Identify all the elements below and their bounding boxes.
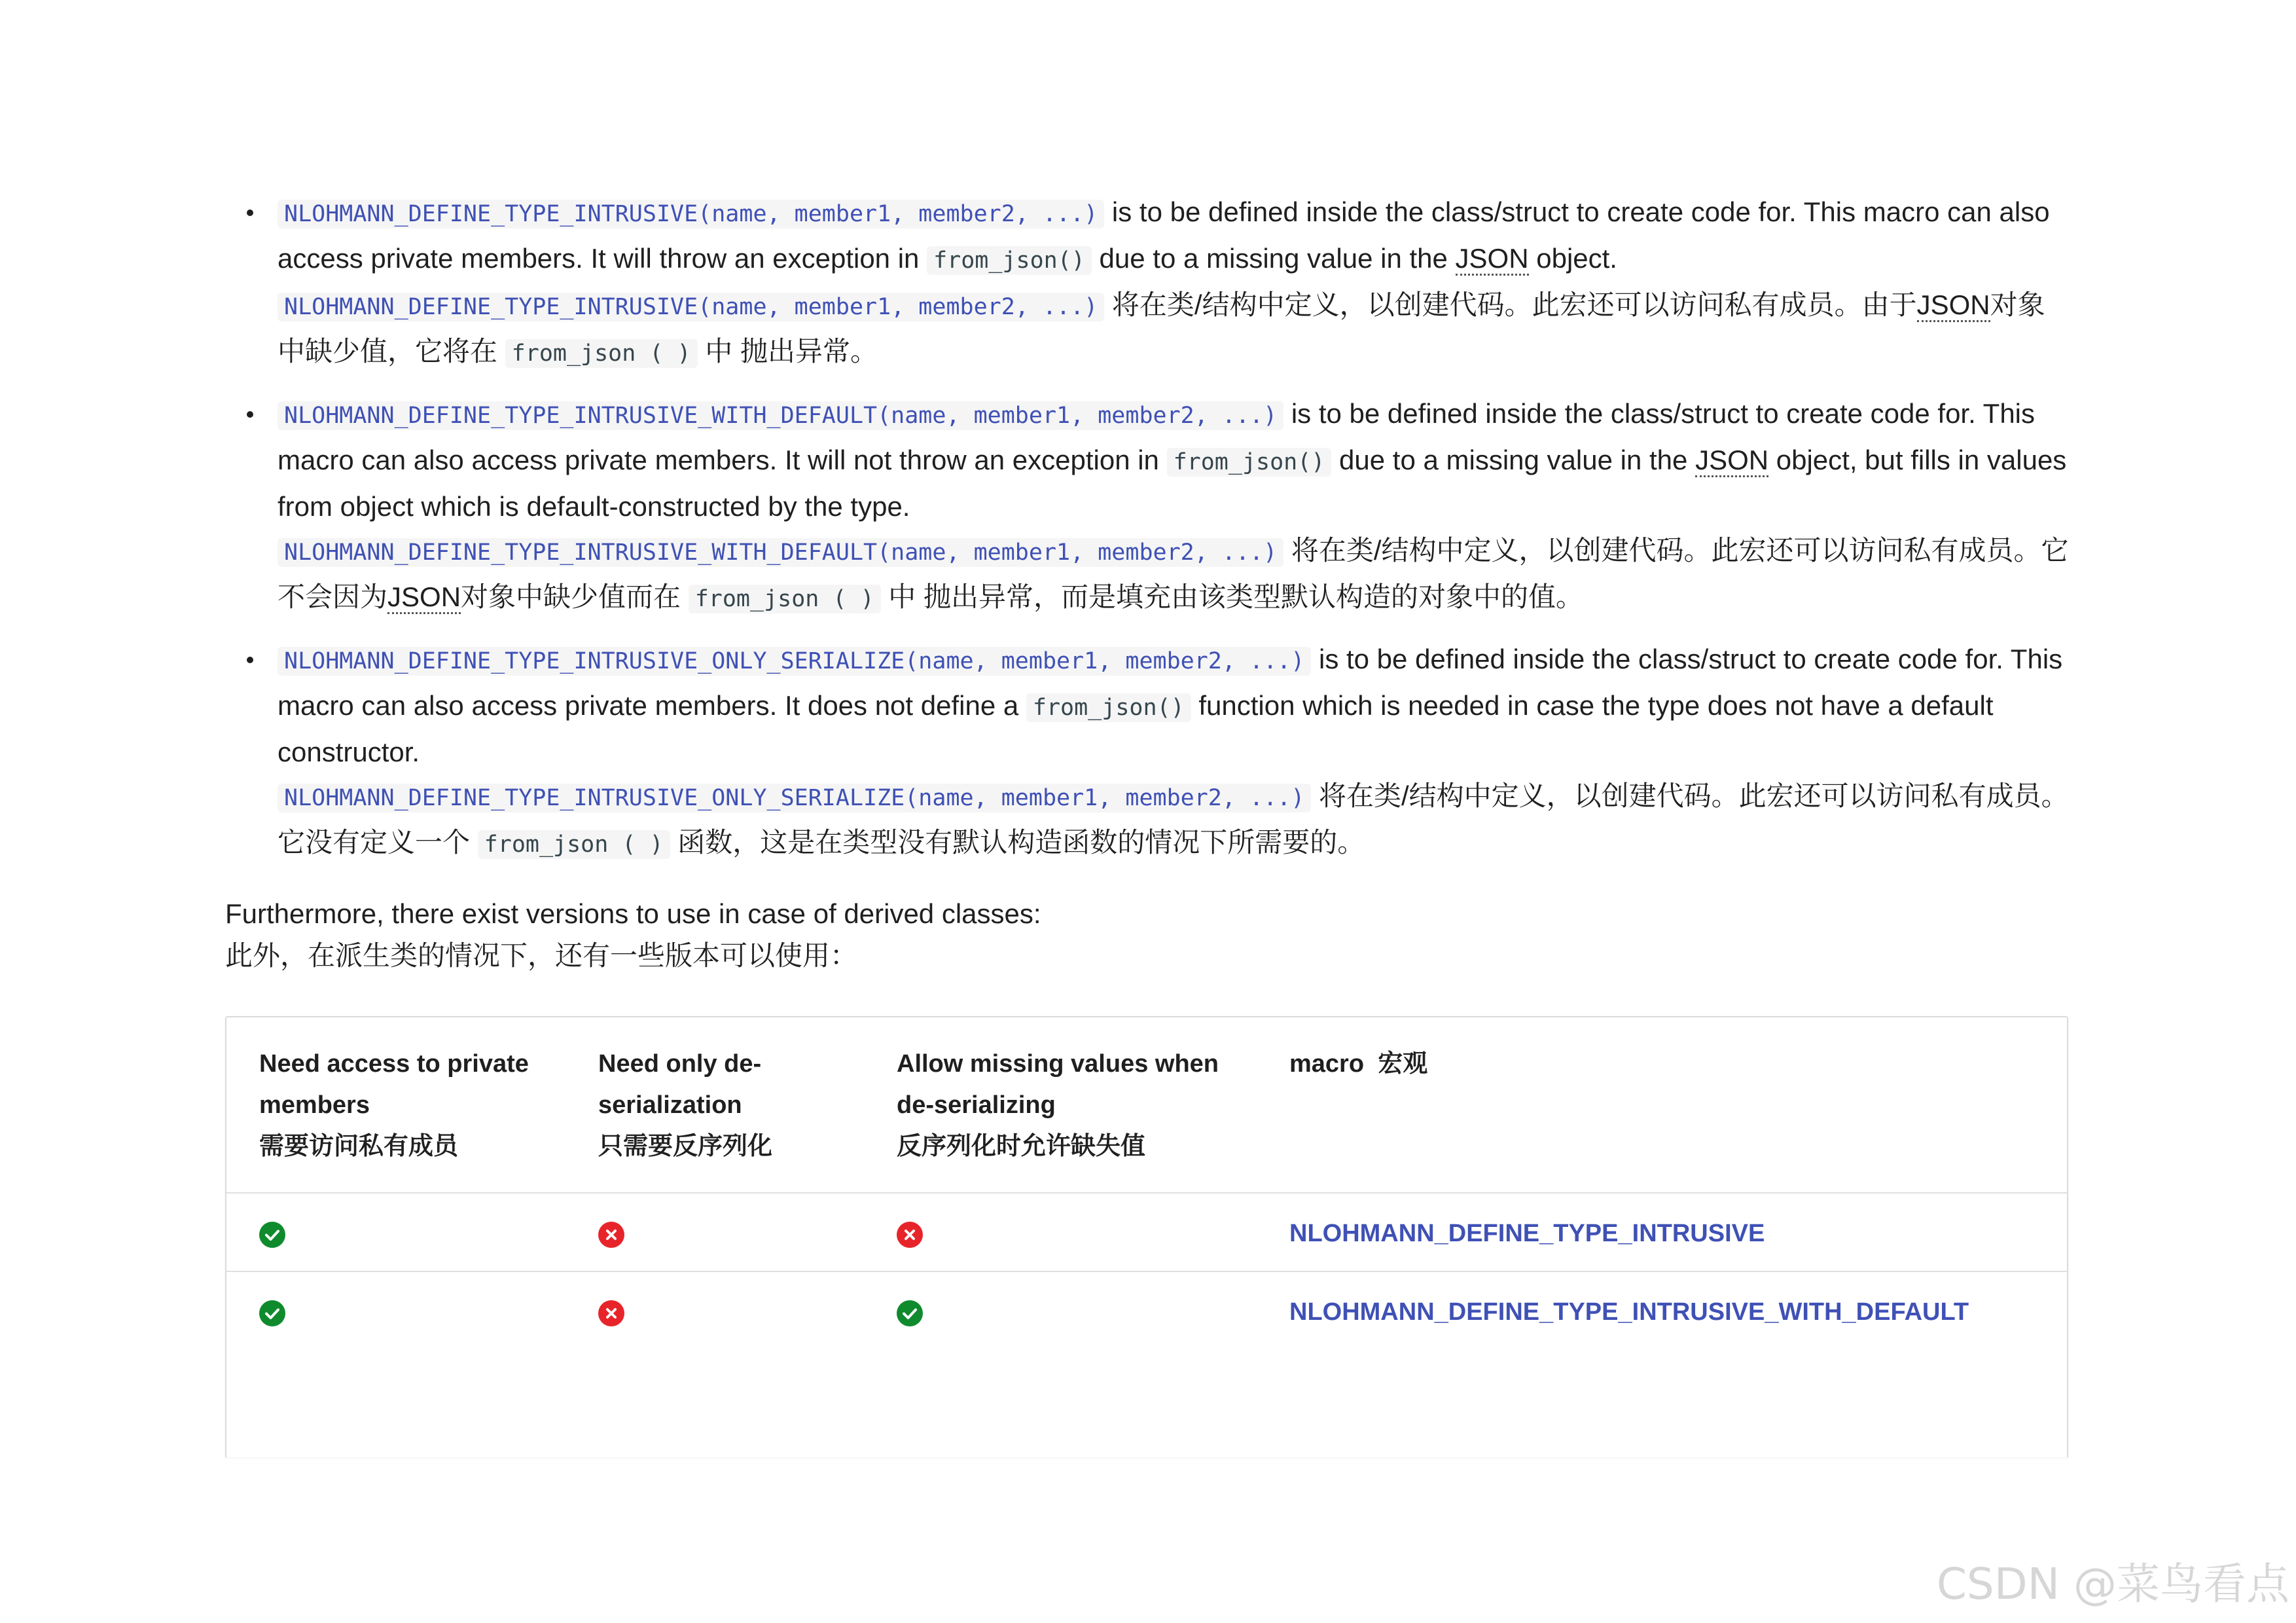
intro-en: Furthermore, there exist versions to use in case of derived classes:	[225, 898, 1041, 929]
header-deserialize-only: Need only de-serialization 只需要反序列化	[565, 1017, 864, 1193]
macro-code: NLOHMANN_DEFINE_TYPE_INTRUSIVE_WITH_DEFAULT(name, member1, member2, ...)	[278, 401, 1283, 430]
macro-table-container	[225, 1016, 2068, 1457]
macro-link[interactable]: NLOHMANN_DEFINE_TYPE_INTRUSIVE	[1289, 1220, 1765, 1247]
json-abbr[interactable]: JSON	[1456, 243, 1529, 276]
inline-code: from_json()	[1167, 448, 1332, 477]
cross-circle-icon	[598, 1300, 624, 1326]
json-abbr[interactable]: JSON	[1695, 445, 1768, 477]
inline-code: from_json ( )	[505, 339, 698, 368]
macro-code: NLOHMANN_DEFINE_TYPE_INTRUSIVE(name, member1, member2, ...)	[278, 293, 1104, 321]
watermark: CSDN @菜鸟看点	[1936, 1559, 2289, 1609]
header-private-access: Need access to private members 需要访问私有成员	[226, 1017, 565, 1193]
check-circle-icon	[897, 1300, 923, 1326]
doc-content	[225, 190, 2071, 1457]
cross-circle-icon	[598, 1222, 624, 1248]
check-circle-icon	[259, 1300, 285, 1326]
bullet-zh-text: NLOHMANN_DEFINE_TYPE_INTRUSIVE_ONLY_SERIALIZE(name, member1, member2, ...) 将在类/结构中定义，以创建代码。此宏还可以访问私有成员。它没有定义一个 from_json ( ) 函数，这是在类型没有默认构造函数的情况下所需要的。	[278, 780, 2069, 858]
json-abbr[interactable]: JSON	[387, 581, 461, 614]
table-row	[226, 1271, 2067, 1349]
table-row	[226, 1193, 2067, 1271]
macro-code: NLOHMANN_DEFINE_TYPE_INTRUSIVE(name, member1, member2, ...)	[278, 200, 1104, 228]
list-item	[225, 190, 2071, 376]
header-macro: macro 宏观	[1257, 1017, 2067, 1193]
bullet-en-text: NLOHMANN_DEFINE_TYPE_INTRUSIVE_ONLY_SERIALIZE(name, member1, member2, ...) is to be defined inside the class/struct to create code for. This macro can also access private members. It does not define a from_json() function which is needed in case the type does not have a default constructor.	[278, 644, 2063, 767]
macro-code: NLOHMANN_DEFINE_TYPE_INTRUSIVE_ONLY_SERIALIZE(name, member1, member2, ...)	[278, 784, 1311, 812]
inline-code: from_json()	[1026, 693, 1191, 722]
macro-list	[225, 190, 2071, 867]
table-header-row	[226, 1017, 2067, 1193]
bullet-zh-text: NLOHMANN_DEFINE_TYPE_INTRUSIVE(name, member1, member2, ...) 将在类/结构中定义，以创建代码。此宏还可以访问私有成员。由于JSON对象中缺少值，它将在 from_json ( ) 中 抛出异常。	[278, 289, 2045, 367]
check-circle-icon	[259, 1222, 285, 1248]
inline-code: from_json ( )	[478, 830, 670, 859]
intro-zh: 此外，在派生类的情况下，还有一些版本可以使用：	[225, 940, 858, 971]
derived-classes-intro	[225, 893, 2071, 977]
bullet-en-text: NLOHMANN_DEFINE_TYPE_INTRUSIVE(name, member1, member2, ...) is to be defined inside the class/struct to create code for. This macro can also access private members. It will throw an exception in from_json() due to a missing value in the JSON object.	[278, 190, 2071, 283]
cross-circle-icon	[897, 1222, 923, 1248]
inline-code: from_json ( )	[689, 585, 881, 613]
macro-table	[226, 1017, 2067, 1349]
header-allow-missing: Allow missing values when de-serializing 反序列化时允许缺失值	[864, 1017, 1257, 1193]
bullet-zh-text: NLOHMANN_DEFINE_TYPE_INTRUSIVE_WITH_DEFAULT(name, member1, member2, ...) 将在类/结构中定义，以创建代码。此宏还可以访问私有成员。它不会因为JSON对象中缺少值而在 from_json ( ) 中 抛出异常，而是填充由该类型默认构造的对象中的值。	[278, 528, 2071, 621]
macro-code: NLOHMANN_DEFINE_TYPE_INTRUSIVE_WITH_DEFAULT(name, member1, member2, ...)	[278, 538, 1283, 567]
macro-link[interactable]: NLOHMANN_DEFINE_TYPE_INTRUSIVE_WITH_DEFAULT	[1289, 1298, 1969, 1326]
macro-code: NLOHMANN_DEFINE_TYPE_INTRUSIVE_ONLY_SERIALIZE(name, member1, member2, ...)	[278, 647, 1311, 676]
list-item	[225, 637, 2071, 867]
list-item	[225, 392, 2071, 621]
inline-code: from_json()	[927, 246, 1092, 275]
json-abbr[interactable]: JSON	[1917, 289, 1990, 322]
bullet-en-text: NLOHMANN_DEFINE_TYPE_INTRUSIVE_WITH_DEFAULT(name, member1, member2, ...) is to be defined inside the class/struct to create code for. This macro can also access private members. It will not throw an exception in from_json() due to a missing value in the JSON object, but fills in values from object which is default-constructed by the type.	[278, 398, 2067, 522]
